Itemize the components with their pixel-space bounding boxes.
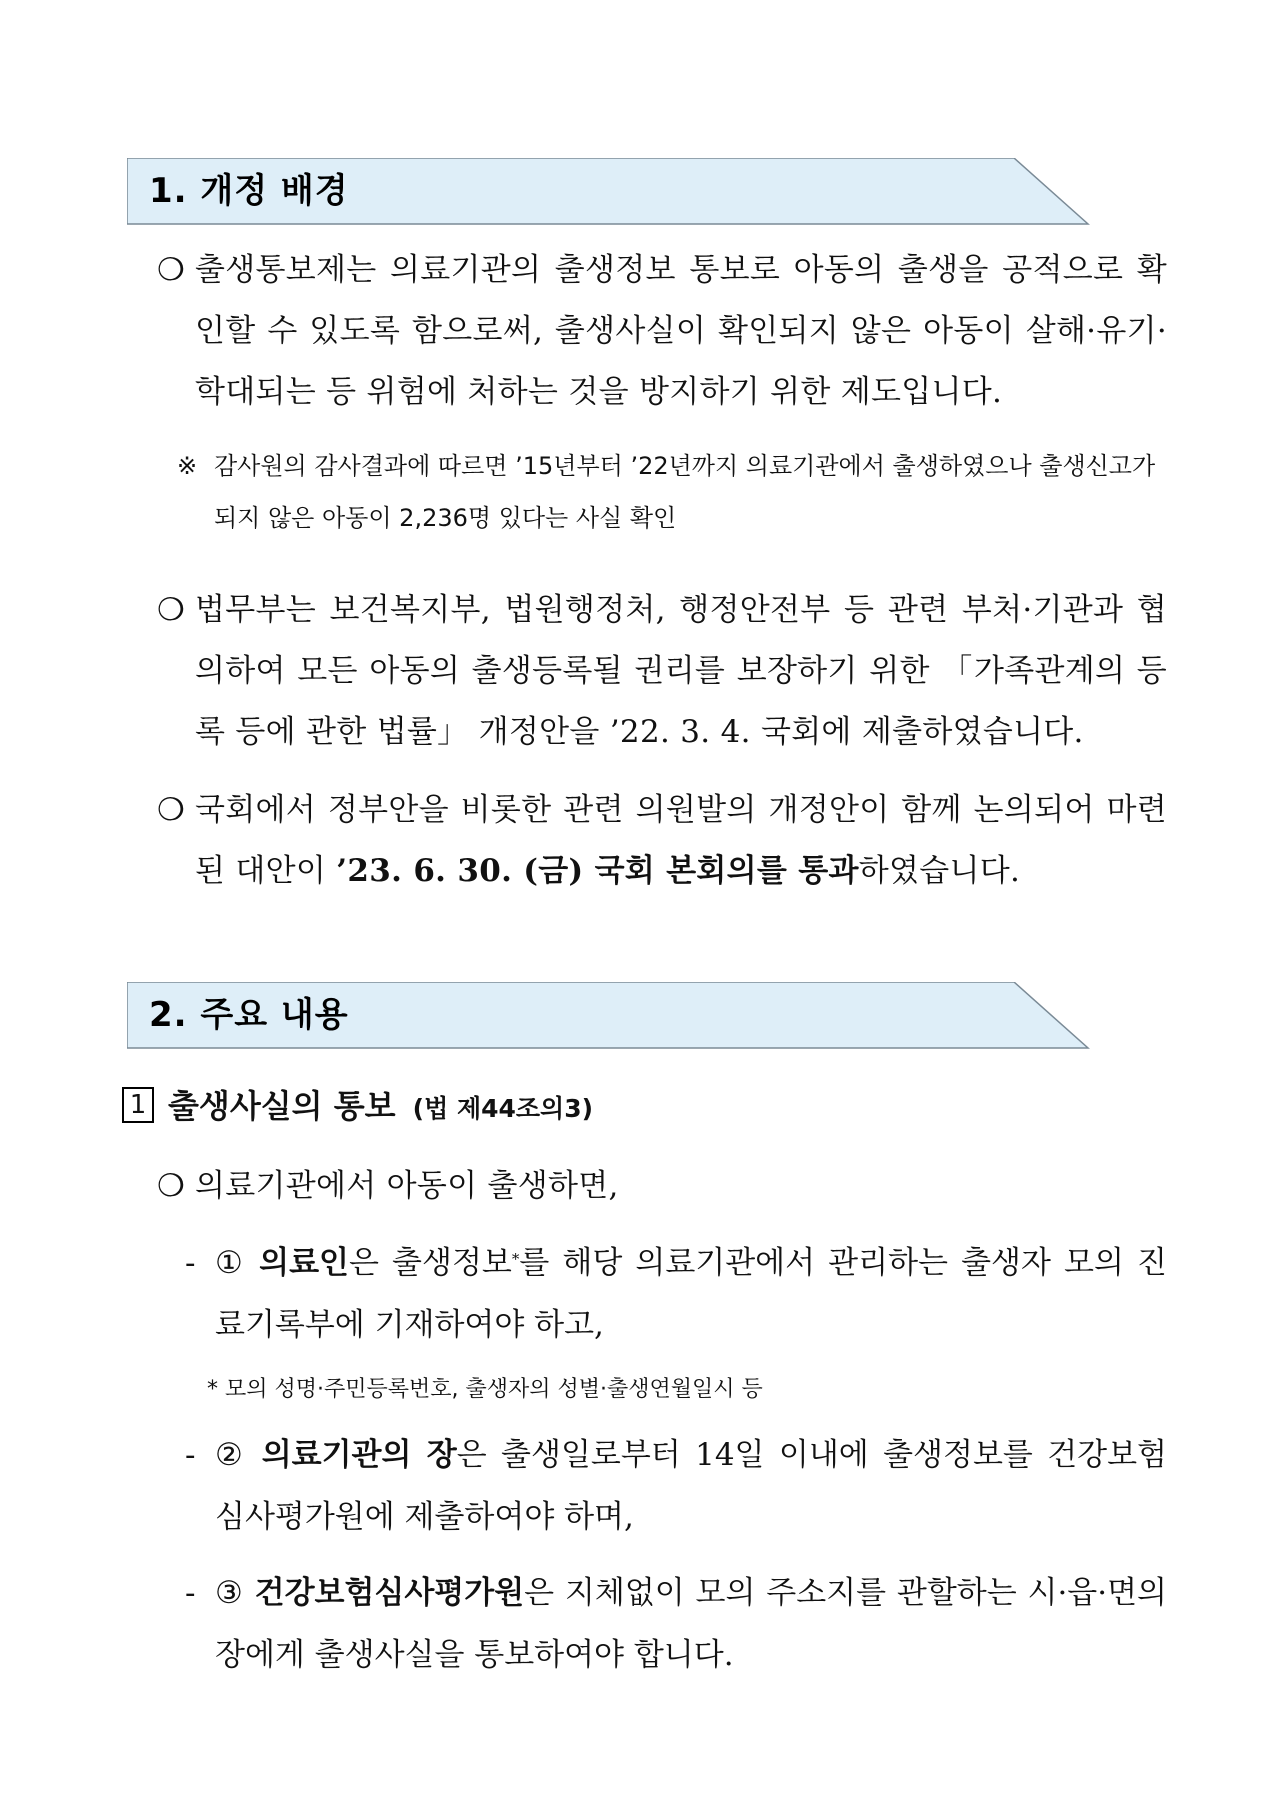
duty-item-1	[185, 1232, 1167, 1356]
passage-date-emphasis: ’23. 6. 30. (금) 국회 본회의를 통과	[336, 853, 859, 889]
background-paragraph-3	[157, 780, 1167, 902]
item-text-part: 은 출생일로부터 14일 이내에 출생정보를 건강보험 심사평가원에 제출하여야 하며,	[215, 1437, 1167, 1535]
note-text: 감사원의 감사결과에 따르면 ’15년부터 ’22년까지 의료기관에서 출생하였으나 출생신고가 되지 않은 아동이 2,236명 있다는 사실 확인	[214, 452, 1156, 532]
dash-marker: -	[185, 1245, 196, 1281]
paragraph-text: 법무부는 보건복지부, 법원행정처, 행정안전부 등 관련 부처·기관과 협의하여 모든 아동의 출생등록될 권리를 보장하기 위한 「가족관계의 등록 등에 관한 법률」 개정안을 ’22. 3. 4. 국회에 제출하였습니다.	[195, 592, 1167, 750]
reference-mark-icon: ※	[177, 452, 198, 480]
circle-bullet-icon: ❍	[157, 592, 186, 628]
paragraph-text-part: 하였습니다.	[858, 853, 1021, 889]
background-paragraph-1	[157, 240, 1167, 423]
audit-note	[177, 440, 1167, 544]
section-1-header	[127, 158, 1090, 226]
subsection-heading	[122, 1082, 593, 1133]
paragraph-text	[195, 780, 1167, 902]
section-1-title: 1. 개정 배경	[149, 171, 349, 211]
intro-text: 의료기관에서 아동이 출생하면,	[195, 1168, 619, 1204]
circle-bullet-icon: ❍	[157, 252, 186, 288]
duty-item-3	[185, 1562, 1167, 1686]
paragraph-text-part: 국회에서 정부안을 비롯한 관련 의원발의 개정안이 함께 논의되어 마련된 대안이	[195, 792, 1167, 889]
item-text	[215, 1424, 1167, 1548]
dash-marker: -	[185, 1437, 196, 1473]
section-2-header	[127, 982, 1090, 1050]
duty-item-2	[185, 1424, 1167, 1548]
circled-number-1: ①	[215, 1245, 247, 1281]
section-2-title: 2. 주요 내용	[149, 995, 349, 1035]
dash-marker: -	[185, 1575, 196, 1611]
law-reference: (법 제44조의3)	[412, 1094, 594, 1123]
circled-number-2: ②	[215, 1437, 248, 1473]
item-text-part: 은 출생정보	[349, 1245, 512, 1281]
item-text-part: 은 지체없이 모의 주소지를 관할하는 시·읍·면의 장에게 출생사실을 통보하여야 합니다.	[215, 1575, 1168, 1673]
item-subject: 의료기관의 장	[261, 1437, 457, 1473]
paragraph-text: 출생통보제는 의료기관의 출생정보 통보로 아동의 출생을 공적으로 확인할 수 있도록 함으로써, 출생사실이 확인되지 않은 아동이 살해·유기·학대되는 등 위험에 처하는 것을 방지하기 위한 제도입니다.	[195, 252, 1167, 410]
boxed-number: 1	[122, 1087, 154, 1123]
circle-bullet-icon: ❍	[157, 792, 186, 828]
subsection-title: 출생사실의 통보	[168, 1087, 396, 1125]
circle-bullet-icon: ❍	[157, 1168, 186, 1204]
item-text	[215, 1562, 1167, 1686]
background-paragraph-2	[157, 580, 1167, 763]
content-intro	[157, 1156, 1167, 1217]
item-subject: 건강보험심사평가원	[254, 1575, 525, 1611]
footnote-star: *	[511, 1250, 520, 1268]
item-text-part: 를 해당 의료기관에서 관리하는 출생자 모의 진료기록부에 기재하여야 하고,	[215, 1245, 1167, 1343]
footnote: * 모의 성명·주민등록번호, 출생자의 성별·출생연월일시 등	[207, 1377, 763, 1402]
circled-number-3: ③	[215, 1575, 244, 1611]
item-text	[215, 1232, 1167, 1356]
item-subject: 의료인	[259, 1245, 349, 1281]
